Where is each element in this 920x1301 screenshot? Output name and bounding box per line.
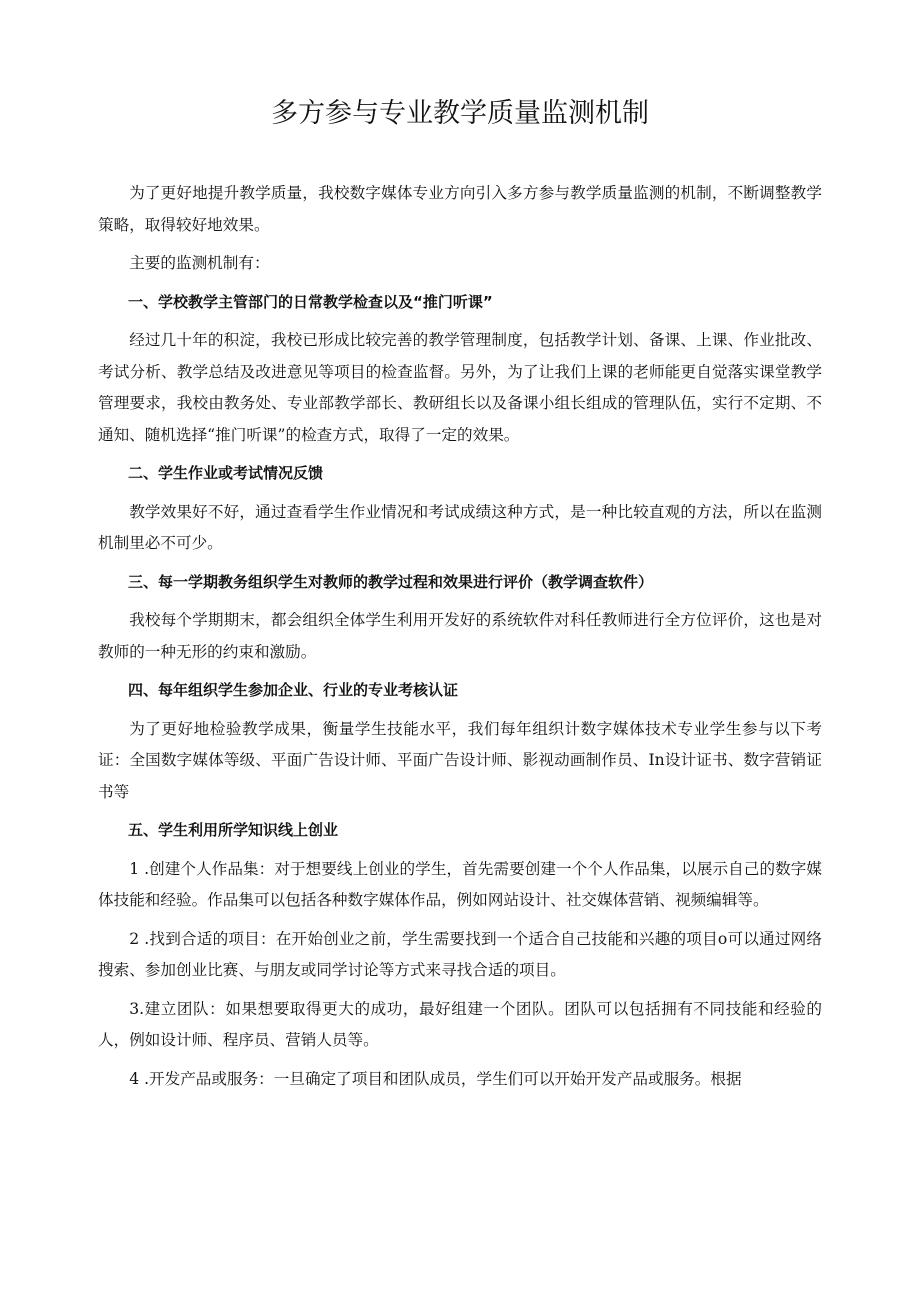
list-item-3: 3.建立团队：如果想要取得更大的成功，最好组建一个团队。团队可以包括拥有不同技能和经验的人，例如设计师、程序员、营销人员等。 xyxy=(98,999,822,1049)
list-item-1: 1 .创建个人作品集：对于想要线上创业的学生，首先需要创建一个个人作品集，以展示自己的数字媒体技能和经验。作品集可以包括各种数字媒体作品，例如网站设计、社交媒体营销、视频编辑等。 xyxy=(98,859,822,909)
section-heading-2: 二、学生作业或考试情况反馈 xyxy=(128,464,324,482)
intro-paragraph: 为了更好地提升教学质量，我校数字媒体专业方向引入多方参与教学质量监测的机制，不断调整教学策略，取得较好地效果。 xyxy=(98,184,822,234)
document-title: 多方参与专业教学质量监测机制 xyxy=(271,98,649,129)
section-paragraph-1: 经过几十年的积淀，我校已形成比较完善的教学管理制度，包括教学计划、备课、上课、作业批改、考试分析、教学总结及改进意见等项目的检查监督。另外，为了让我们上课的老师能更自觉落实课堂教学管理要求，我校由教务处、专业部教学部长、教研组长以及备课小组长组成的管理队伍，实行不定期、不通知、随机选择“推门听课”的检查方式，取得了一定的效果。 xyxy=(98,331,822,444)
list-item-4: 4 .开发产品或服务：一旦确定了项目和团队成员，学生们可以开始开发产品或服务。根据 xyxy=(129,1069,742,1088)
mechanisms-intro: 主要的监测机制有： xyxy=(129,254,270,272)
section-heading-5: 五、学生利用所学知识线上创业 xyxy=(128,821,339,839)
section-paragraph-4: 为了更好地检验教学成果，衡量学生技能水平，我们每年组织计数字媒体技术专业学生参与以下考证：全国数字媒体等级、平面广告设计师、平面广告设计师、影视动画制作员、In设计证书、数字营销证书等 xyxy=(98,719,822,801)
document-body xyxy=(98,178,822,1095)
section-heading-3: 三、每一学期教务组织学生对教师的教学过程和效果进行评价（教学调查软件） xyxy=(128,572,654,591)
section-paragraph-2: 教学效果好不好，通过查看学生作业情况和考试成绩这种方式，是一种比较直观的方法，所以在监测机制里必不可少。 xyxy=(98,502,822,552)
list-item-2: 2 .找到合适的项目：在开始创业之前，学生需要找到一个适合自己技能和兴趣的项目o可以通过网络搜索、参加创业比赛、与朋友或同学讨论等方式来寻找合适的项目。 xyxy=(98,929,822,979)
section-heading-1: 一、学校教学主管部门的日常教学检查以及“推门听课” xyxy=(128,292,493,311)
section-paragraph-3: 我校每个学期期末，都会组织全体学生利用开发好的系统软件对科任教师进行全方位评价，这也是对教师的一种无形的约束和激励。 xyxy=(98,611,822,661)
section-heading-4: 四、每年组织学生参加企业、行业的专业考核认证 xyxy=(128,681,459,699)
